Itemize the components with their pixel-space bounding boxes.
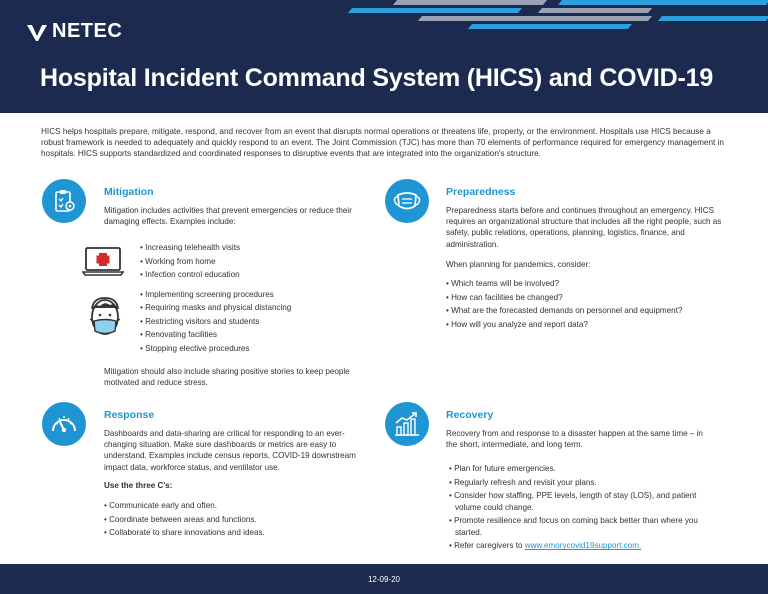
recovery-list bbox=[449, 463, 719, 554]
list-item: • Which teams will be involved? bbox=[446, 279, 560, 288]
list-item: • How can facilities be changed? bbox=[446, 292, 563, 302]
list-item: • Coordinate between areas and functions. bbox=[104, 514, 257, 524]
laptop-medical-icon bbox=[82, 246, 124, 278]
list-item: • Renovating facilities bbox=[140, 330, 218, 340]
list-item: • Regularly refresh and revisit your plans. bbox=[449, 477, 597, 487]
recovery-link-prefix: • Refer caregivers to bbox=[449, 541, 525, 551]
list-item: • What are the forecasted demands on personnel and equipment? bbox=[446, 306, 683, 315]
list-item: • Implementing screening procedures bbox=[140, 290, 274, 299]
masked-face-icon bbox=[86, 295, 124, 339]
preparedness-lead: When planning for pandemics, consider: bbox=[446, 260, 591, 269]
list-item: • Stopping elective procedures bbox=[140, 343, 250, 353]
intro-paragraph: HICS helps hospitals prepare, mitigate, respond, and recover from an event that disrupts normal operations or threatens life, property, or the environment. Hospitals use HICS because a robust framework is needed to adequately and quickly respond to an event. The Joint Commission (TJC) has more than 70 elements of performance required for emergency management in hospitals. HICS supports standardized and coordinated responses to disruptive events that are integrated into the organization's structure. bbox=[41, 127, 724, 158]
list-item bbox=[449, 540, 719, 551]
preparedness-title: Preparedness bbox=[446, 186, 516, 198]
preparedness-text: Preparedness starts before and continues throughout an emergency. HICS requires an organizational structure that includes all the right people, such as safety, public relations, operations, planning, logistics, finance, and administration. bbox=[446, 206, 722, 249]
list-item: • How will you analyze and report data? bbox=[446, 319, 588, 329]
recovery-title: Recovery bbox=[446, 409, 494, 421]
decor-stripe bbox=[658, 16, 768, 21]
list-item: • Collaborate to share innovations and ideas. bbox=[104, 528, 265, 537]
response-lead: Use the three C's: bbox=[104, 481, 173, 490]
emory-support-link[interactable]: www.emorycovid19support.com. bbox=[524, 541, 642, 551]
netec-logo bbox=[26, 20, 122, 43]
response-list bbox=[104, 499, 265, 540]
mitigation-mask-list bbox=[140, 288, 291, 355]
decor-stripe bbox=[418, 16, 652, 21]
response-title: Response bbox=[104, 409, 155, 421]
decor-stripe bbox=[393, 0, 547, 5]
netec-logo-icon bbox=[26, 22, 48, 42]
mitigation-title: Mitigation bbox=[104, 186, 154, 198]
list-item: • Restricting visitors and students bbox=[140, 316, 260, 326]
decor-stripe bbox=[558, 0, 768, 5]
mitigation-badge bbox=[42, 179, 86, 223]
mitigation-laptop-list bbox=[140, 241, 240, 282]
page-title: Hospital Incident Command System (HICS) and COVID-19 bbox=[40, 64, 714, 92]
list-item: • Consider how staffing, PPE levels, length of stay (LOS), and patient volume could change. bbox=[449, 491, 697, 512]
response-badge bbox=[42, 402, 86, 446]
decor-stripe bbox=[348, 8, 522, 13]
list-item: • Requiring masks and physical distancing bbox=[140, 303, 292, 313]
response-text: Dashboards and data-sharing are critical for responding to an ever-changing situation. Make sure dashboards or metrics are easy to understand. Examples include census reports, COVID-19 downstream impact data, workforce status, and ventilator use. bbox=[104, 429, 356, 472]
footer-bar bbox=[0, 564, 768, 594]
logo-text: NETEC bbox=[52, 20, 123, 42]
list-item: • Plan for future emergencies. bbox=[449, 464, 556, 473]
list-item: • Infection control education bbox=[140, 270, 240, 279]
preparedness-badge bbox=[385, 179, 429, 223]
decor-stripe bbox=[538, 8, 652, 13]
mitigation-text: Mitigation includes activities that prevent emergencies or reduce their damaging effects. Examples include: bbox=[104, 206, 352, 227]
list-item: • Increasing telehealth visits bbox=[140, 243, 241, 252]
header-banner bbox=[0, 0, 768, 113]
preparedness-list bbox=[446, 277, 682, 331]
list-item: • Communicate early and often. bbox=[104, 501, 218, 510]
gauge-icon bbox=[49, 411, 79, 437]
mitigation-closing: Mitigation should also include sharing positive stories to keep people motivated and reduce stress. bbox=[104, 367, 350, 388]
clipboard-gear-icon bbox=[50, 187, 78, 215]
list-item: • Promote resilience and focus on coming back better than where you started. bbox=[449, 516, 698, 537]
rising-chart-icon bbox=[392, 410, 422, 438]
recovery-text: Recovery from and response to a disaster happen at the same time – in the short, intermediate, and long term. bbox=[446, 429, 703, 450]
face-mask-icon bbox=[392, 189, 422, 213]
recovery-badge bbox=[385, 402, 429, 446]
footer-date: 12-09-20 bbox=[367, 574, 401, 584]
list-item: • Working from home bbox=[140, 256, 216, 266]
decor-stripe bbox=[468, 24, 632, 29]
